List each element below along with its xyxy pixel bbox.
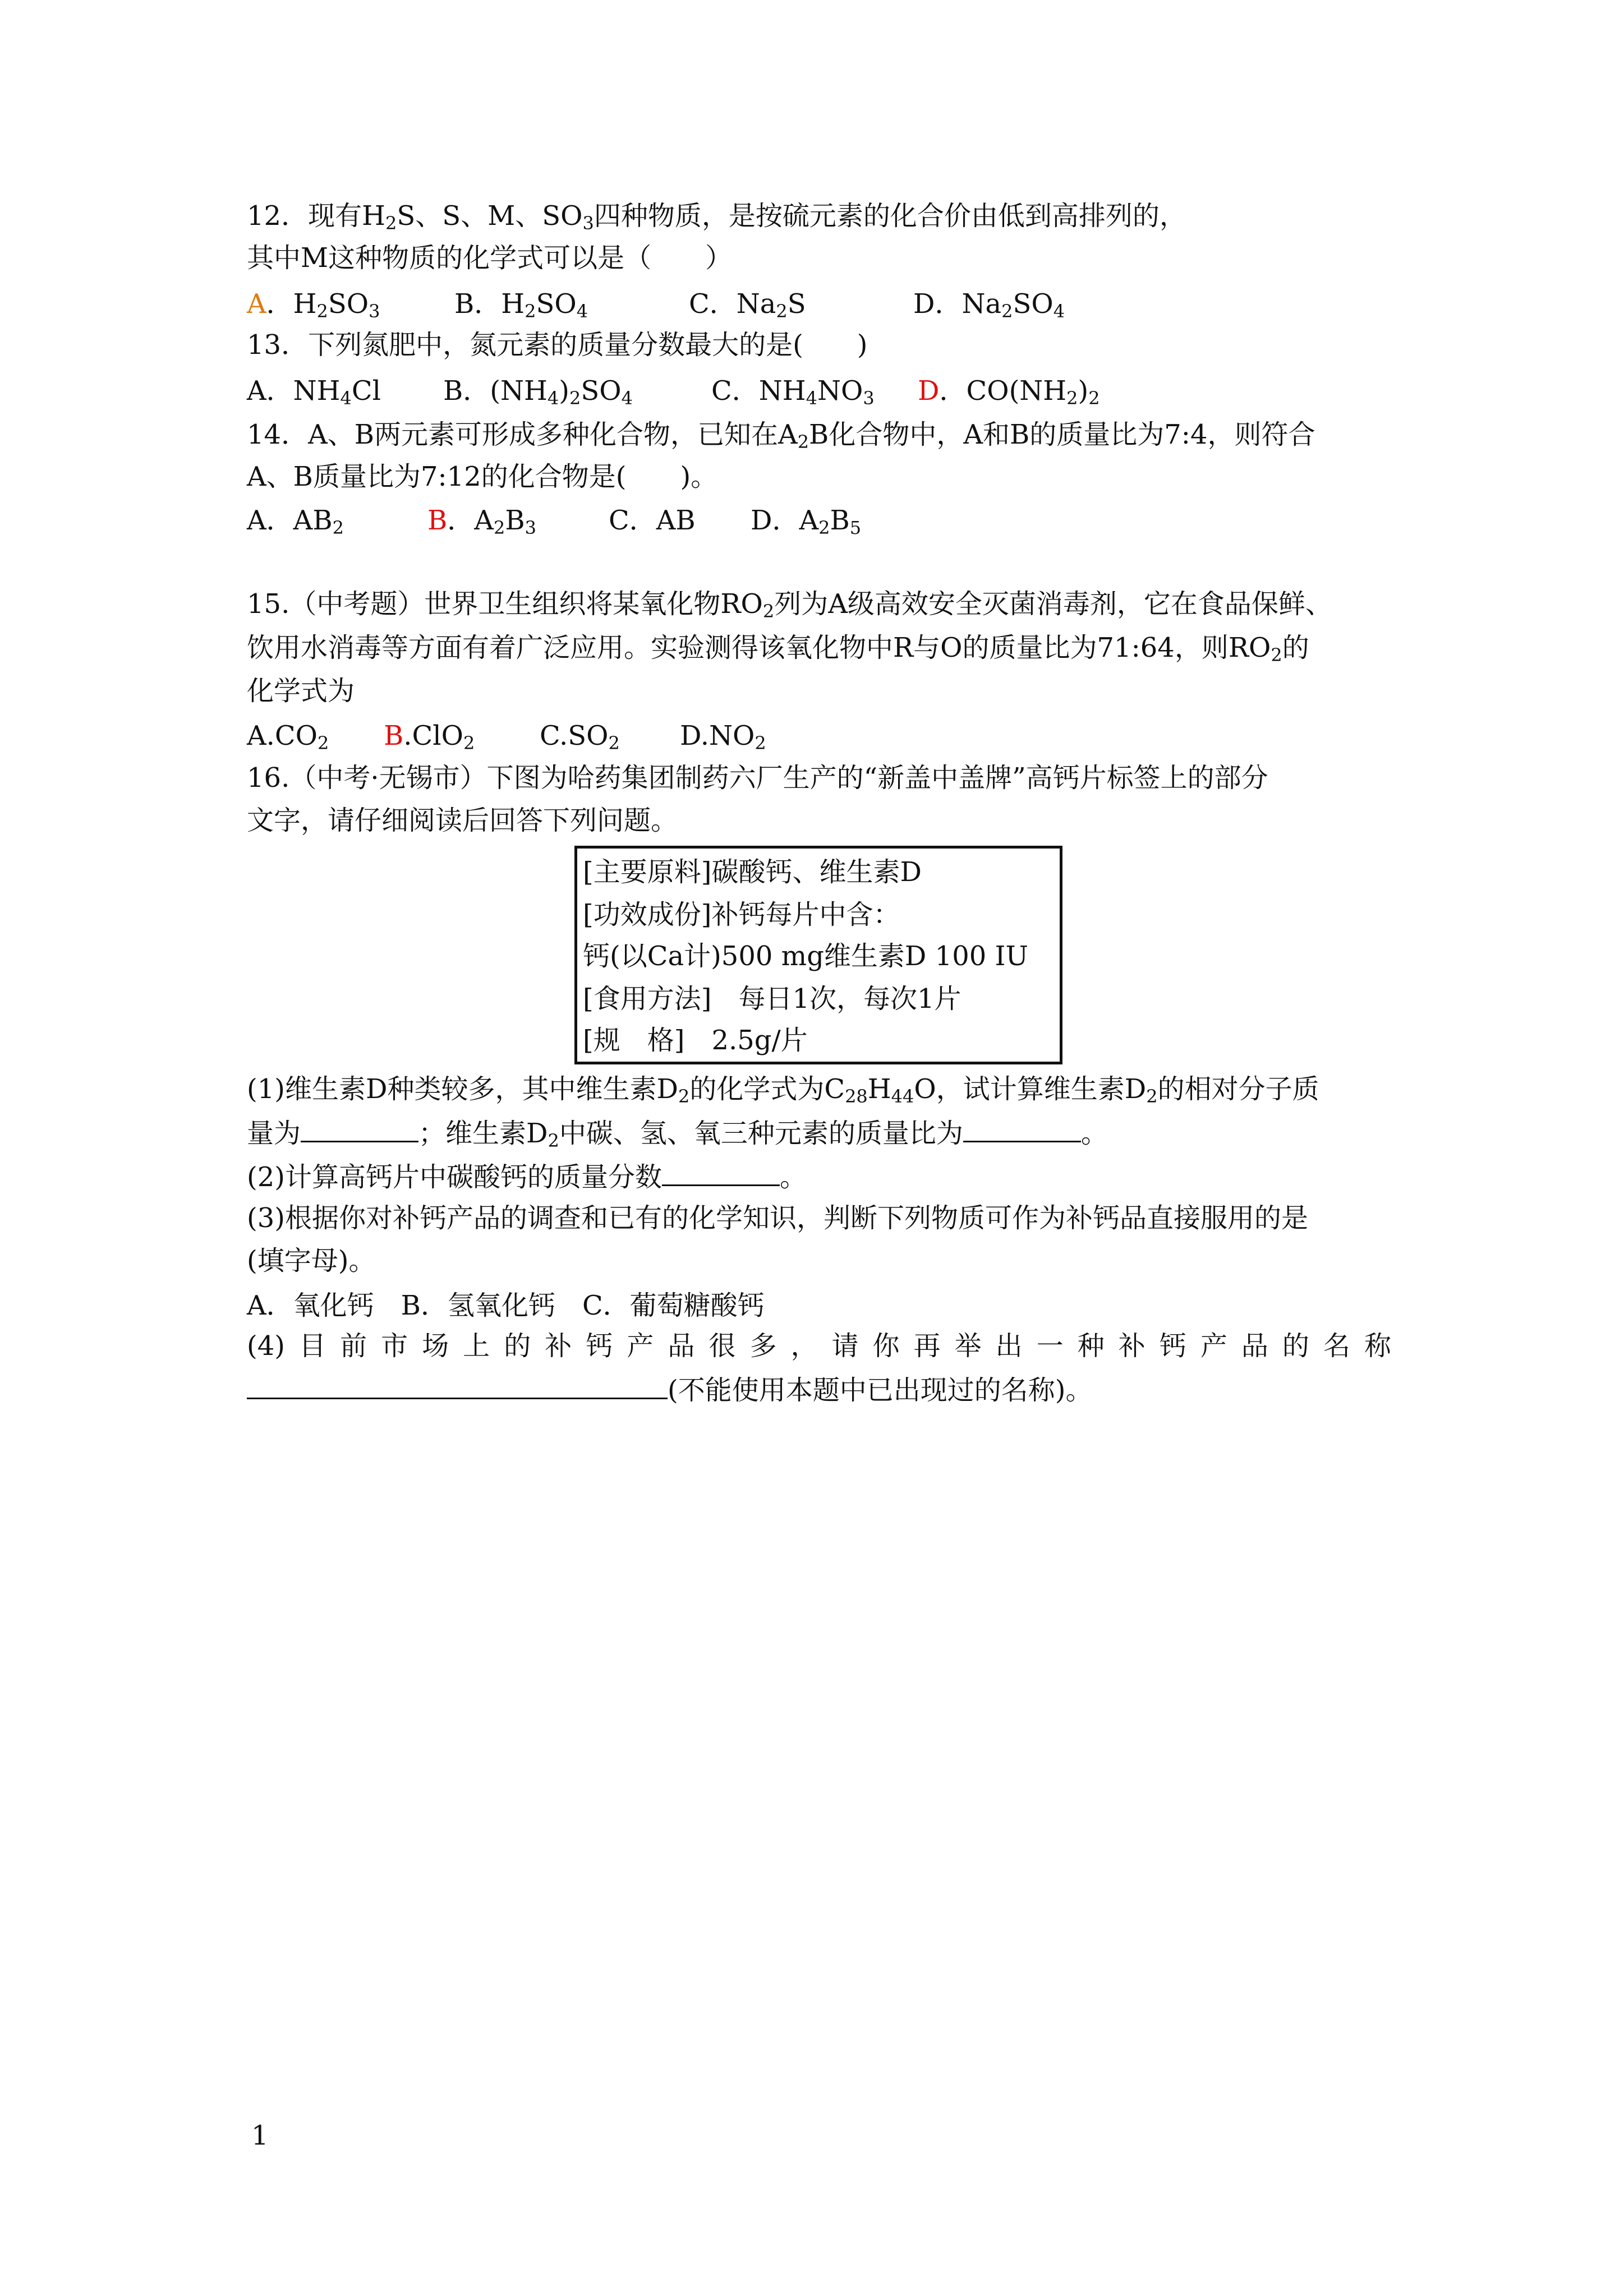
q16-part3-line1: (3)根据你对补钙产品的调查和已有的化学知识，判断下列物质可作为补钙品直接服用的是 <box>247 1202 1308 1234</box>
q13-option-b: B．$(NH_4)_2SO_4$ <box>443 375 633 409</box>
q13-stem: 13．下列氮肥中，氮元素的质量分数最大的是( ) <box>247 329 868 361</box>
q14-option-b: B．$A_2B_3$ <box>427 505 536 538</box>
q15-option-d: $D.NO_2$ <box>680 720 766 754</box>
q13-option-d: D．$CO(NH_2)_2$ <box>918 375 1100 409</box>
q14-stem-line1: 14．A、B两元素可形成多种化合物，已知在$A_2B$化合物中，A和B的质量比为7:4，则符合 <box>247 419 1315 453</box>
q12-stem-line2: 其中M这种物质的化学式可以是（ ） <box>247 242 733 274</box>
q14-option-c: C．AB <box>609 505 696 536</box>
q15-stem-line1: 15.（中考题）世界卫生组织将某氧化物$RO_2$列为A级高效安全灭菌消毒剂，它在食品保鲜、 <box>247 588 1332 622</box>
q15-option-b: B.ClO$_2$ <box>384 720 475 754</box>
q16-part1-line1: (1)维生素D种类较多，其中维生素$D_2$的化学式为$C_{28}H_{44}O$，试计算维生素$D_2$的相对分子质 <box>247 1073 1319 1107</box>
q16-part3-options: A．氧化钙 B．氢氧化钙 C．葡萄糖酸钙 <box>247 1290 765 1321</box>
q16-part3-line2: (填字母)。 <box>247 1245 376 1276</box>
label-line-effective: [功效成份]补钙每片中含： <box>583 899 900 930</box>
q16-part1-line2: 量为 ；维生素$D_2$中碳、氢、氧三种元素的质量比为 。 <box>247 1116 1108 1150</box>
q16-part4-line1: (4)目前市场上的补钙产品很多，请你再举出一种补钙产品的名称 <box>247 1330 1391 1362</box>
page-number: 1 <box>251 2120 269 2151</box>
answer-blank-mass-ratio[interactable] <box>963 1116 1081 1142</box>
q16-stem-line1: 16.（中考·无锡市）下图为哈药集团制药六厂生产的“新盖中盖牌”高钙片标签上的部分 <box>247 762 1268 794</box>
answer-blank-molecular-mass[interactable] <box>301 1116 418 1142</box>
q12-option-c: C．$Na_2S$ <box>689 288 806 322</box>
q15-option-c: $C.SO_2$ <box>540 720 620 754</box>
q16-stem-line2: 文字，请仔细阅读后回答下列问题。 <box>247 805 678 836</box>
q14-option-d: D．$A_2B_5$ <box>751 505 862 538</box>
q15-option-a: $A.CO_2$ <box>247 720 329 754</box>
q12-option-a: A．$H_2SO_3$ <box>247 288 380 322</box>
q12-stem-line1: 12．现有$H_2S$、S、M、$SO_3$四种物质，是按硫元素的化合价由低到高排列的， <box>247 200 1186 234</box>
q16-part4-line2: (不能使用本题中已出现过的名称)。 <box>247 1373 1092 1407</box>
q15-stem-line3: 化学式为 <box>247 675 355 707</box>
q13-option-a: A．$NH_4Cl$ <box>247 375 381 409</box>
q16-part2: (2)计算高钙片中碳酸钙的质量分数 。 <box>247 1160 807 1194</box>
q13-option-c: C．$NH_4NO_3$ <box>711 375 875 409</box>
product-label-box <box>574 846 1062 1064</box>
q12-option-b: B．$H_2SO_4$ <box>454 288 588 322</box>
q15-stem-line2: 饮用水消毒等方面有着广泛应用。实验测得该氧化物中R与O的质量比为71:64，则$RO_2$的 <box>247 632 1309 666</box>
label-line-ingredients: [主要原料]碳酸钙、维生素D <box>583 856 922 888</box>
label-line-content: 钙(以Ca计)500 mg维生素D 100 IU <box>583 940 1028 972</box>
label-line-spec: [规 格] 2.5g/片 <box>583 1025 808 1056</box>
answer-blank-product-name[interactable] <box>247 1373 668 1399</box>
label-line-usage: [食用方法] 每日1次，每次1片 <box>583 983 961 1015</box>
q14-stem-line2: A、B质量比为7:12的化合物是( )。 <box>247 461 718 492</box>
q12-option-d: D．$Na_2SO_4$ <box>913 288 1065 322</box>
answer-blank-mass-fraction[interactable] <box>662 1160 780 1186</box>
q14-option-a: A．$AB_2$ <box>247 505 344 538</box>
